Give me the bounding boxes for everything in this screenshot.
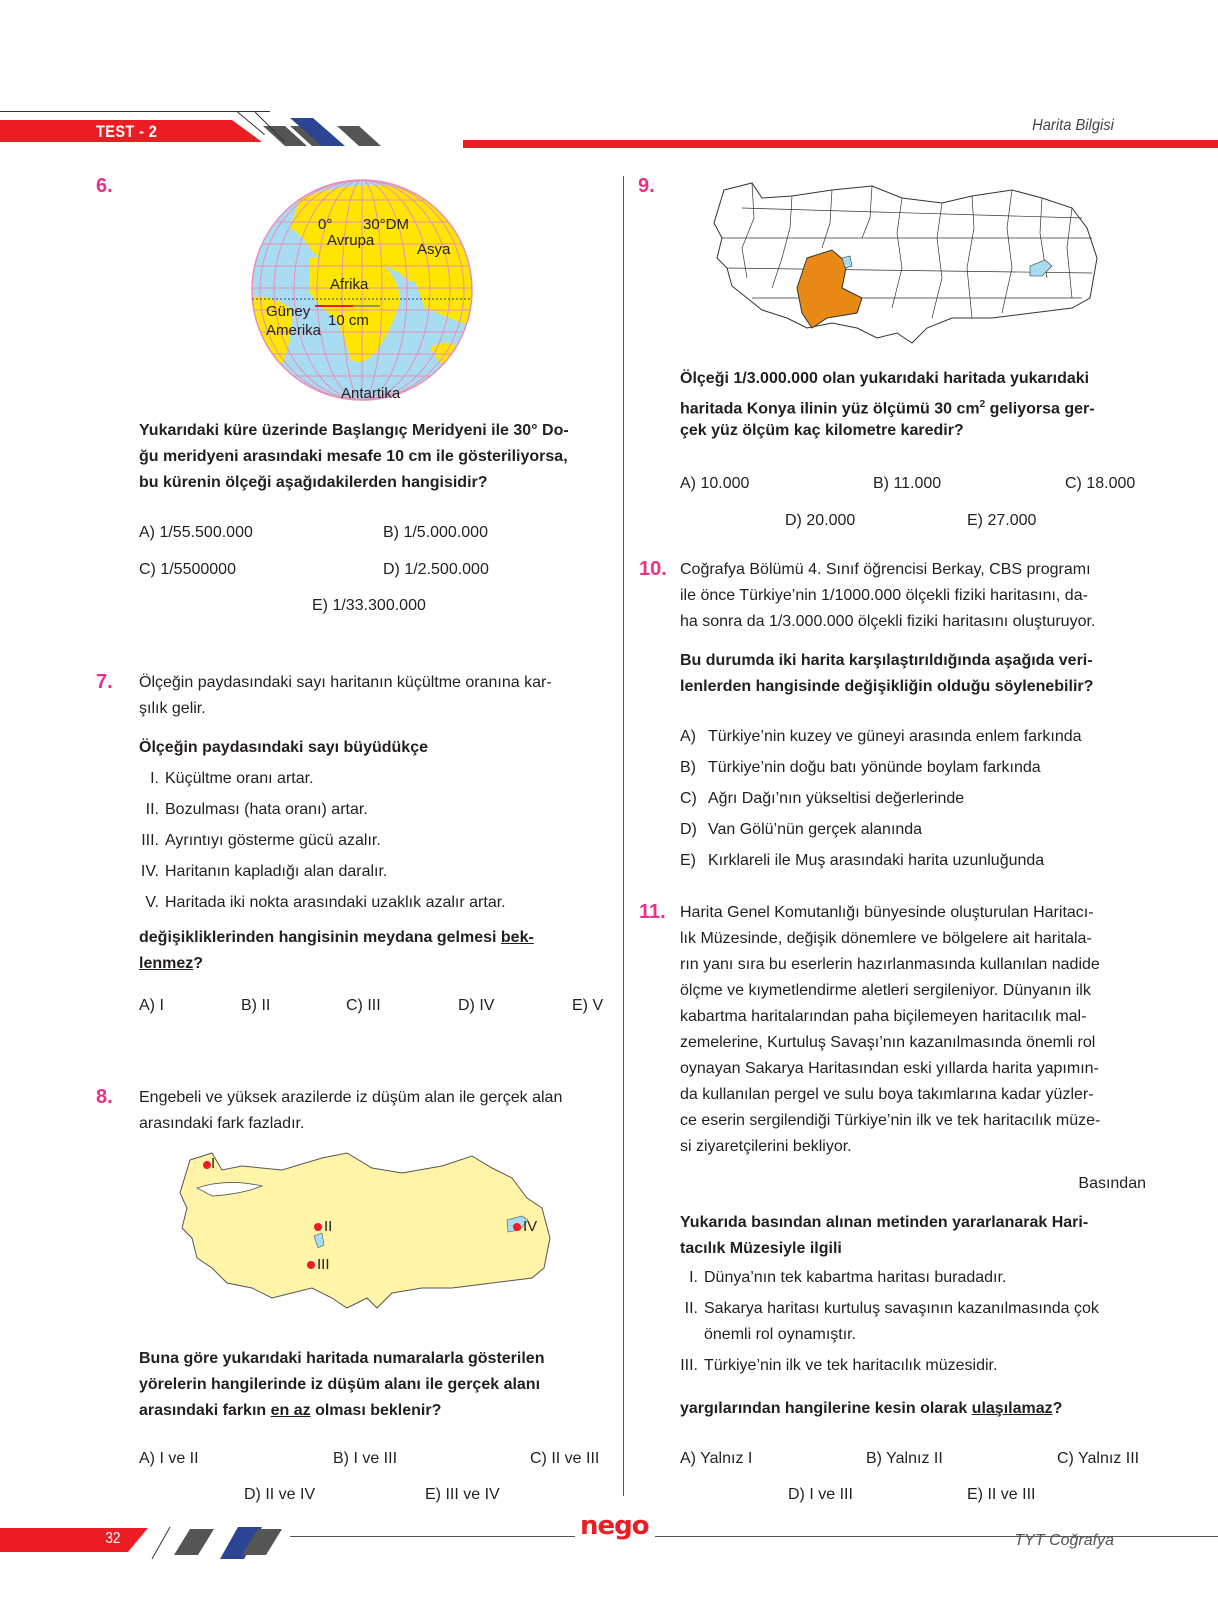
globe-label-south-america: Güney	[266, 303, 311, 320]
q7-intro-2: şılık gelir.	[139, 700, 206, 717]
q11-option-c[interactable]: C) Yalnız III	[1057, 1450, 1140, 1467]
q9-option-c[interactable]: C) 18.000	[1065, 475, 1136, 492]
q6-option-e[interactable]: E) 1/33.300.000	[312, 597, 426, 614]
q7-statement-list	[133, 763, 506, 918]
globe-label-asia: Asya	[417, 241, 451, 258]
q11-statement: I. Dünya’nın tek kabartma haritası buradadır.	[689, 1269, 1007, 1286]
q6-option-c[interactable]: C) 1/5500000	[139, 561, 236, 578]
q9-option-b[interactable]: B) 11.000	[873, 475, 942, 492]
turkey-provinces-map	[712, 178, 1112, 348]
q7-statement: II. Bozulması (hata oranı) artar.	[145, 801, 368, 818]
q8-option-e[interactable]: E) III ve IV	[425, 1486, 500, 1503]
q9-stem-3: çek yüz ölçüm kaç kilometre karedir?	[680, 422, 964, 439]
q6-stem-2: ğu meridyeni arasındaki mesafe 10 cm ile gösteriliyorsa,	[139, 448, 568, 465]
q11-statement-list	[672, 1262, 1099, 1381]
q7-intro-1: Ölçeğin paydasındaki sayı haritanın küçültme oranına kar-	[139, 674, 552, 691]
q7-option-d[interactable]: D) IV	[458, 997, 495, 1014]
q10-options	[680, 721, 1082, 876]
q7-option-a[interactable]: A) I	[139, 997, 164, 1014]
q9-option-e[interactable]: E) 27.000	[967, 512, 1037, 529]
q7-question-1: değişikliklerinden hangisinin meydana gelmesi bek-	[139, 929, 534, 946]
globe-label-africa: Afrika	[330, 276, 369, 293]
q9-stem-1: Ölçeği 1/3.000.000 olan yukarıdaki haritada yukarıdaki	[680, 370, 1090, 387]
q7-statement: V. Haritada iki nokta arasındaki uzaklık azalır artar.	[145, 894, 506, 911]
q6-option-b[interactable]: B) 1/5.000.000	[383, 524, 488, 541]
question-number: 11.	[639, 901, 666, 923]
q10-intro-3: ha sonra da 1/3.000.000 ölçekli fiziki haritasını oluşturuyor.	[680, 613, 1096, 630]
question-number: 10.	[639, 558, 667, 580]
map-point-label-iv: IV	[523, 1218, 538, 1235]
q11-statement: II. Sakarya haritası kurtuluş savaşının kazanılmasında çok	[684, 1300, 1099, 1317]
q7-question-2: lenmez?	[139, 955, 204, 972]
q7-option-c[interactable]: C) III	[346, 997, 381, 1014]
q7-option-e[interactable]: E) V	[572, 997, 604, 1014]
q6-stem-3: bu kürenin ölçeği aşağıdakilerden hangisidir?	[139, 474, 488, 491]
header-stripes-decoration	[255, 112, 465, 148]
q11-option-d[interactable]: D) I ve III	[788, 1486, 853, 1503]
q9-option-d[interactable]: D) 20.000	[785, 512, 856, 529]
map-point-label-ii: II	[324, 1218, 333, 1235]
q10-intro-2: ile önce Türkiye’nin 1/1000.000 ölçekli fiziki haritasını, da-	[680, 587, 1088, 604]
q7-lead: Ölçeğin paydasındaki sayı büyüdükçe	[139, 739, 428, 756]
q7-option-b[interactable]: B) II	[241, 997, 271, 1014]
footer-rule-right	[655, 1536, 1218, 1537]
q10-intro-1: Coğrafya Bölümü 4. Sınıf öğrencisi Berkay, CBS programı	[680, 561, 1091, 578]
globe-label-europe: Avrupa	[327, 232, 375, 249]
globe-label-distance: 10 cm	[328, 312, 369, 329]
q8-intro-2: arasındaki fark fazladır.	[139, 1115, 305, 1132]
q8-question-1: Buna göre yukarıdaki haritada numaralarla gösterilen	[139, 1350, 545, 1367]
q10-option-b[interactable]: B) Türkiye’nin doğu batı yönünde boylam farkında	[680, 759, 1041, 776]
q8-option-a[interactable]: A) I ve II	[139, 1450, 199, 1467]
q11-option-b[interactable]: B) Yalnız II	[866, 1450, 943, 1467]
question-number: 6.	[96, 175, 113, 197]
test-label: TEST - 2	[96, 122, 158, 141]
q11-statement: III. Türkiye’nin ilk ve tek haritacılık müzesidir.	[680, 1357, 998, 1374]
q11-passage: Harita Genel Komutanlığı bünyesinde oluşturulan Haritacı- lık Müzesinde, değişik dönemlere ve bölgelere ait haritala- rın yanı sıra bu eserlerin hazırlanmasında kullanılan nadide ölçme ve kıymetlendirme aletleri sergileniyor. Dünyanın ilk kabartma haritalarından paha biçilemeyen haritacılık mal- zemelerine, Kurtuluş Savaşı’nın kazanılmasında önemli rol oynayan Sakarya Haritasından eski yıllarda harita yapımın- da kullanılan pergel ve sulu boya takımlarına kadar yüzler- ce eserin sergilendiği Türkiye’nin ilk ve tek haritacılık müze- si ziyaretçilerini bekliyor.	[680, 904, 1101, 1155]
section-title: Harita Bilgisi	[1032, 117, 1114, 134]
question-number: 7.	[96, 671, 113, 693]
page-number: 32	[105, 1530, 121, 1547]
q8-option-c[interactable]: C) II ve III	[530, 1450, 600, 1467]
globe-label-south-america-2: Amerika	[266, 322, 322, 339]
q6-stem-1: Yukarıdaki küre üzerinde Başlangıç Meridyeni ile 30° Do-	[139, 422, 569, 439]
q10-option-c[interactable]: C) Ağrı Dağı’nın yükseltisi değerlerinde	[680, 790, 965, 807]
q11-lead-1: Yukarıda basından alınan metinden yararlanarak Hari-	[680, 1214, 1089, 1231]
q11-option-e[interactable]: E) II ve III	[967, 1486, 1036, 1503]
column-divider	[623, 176, 624, 1496]
globe-label-30dm: 30°DM	[363, 216, 410, 233]
footer-rule-left	[290, 1536, 575, 1537]
map-point-label-iii: III	[317, 1256, 330, 1273]
question-number: 8.	[96, 1086, 113, 1108]
q10-option-a[interactable]: A) Türkiye’nin kuzey ve güneyi arasında enlem farkında	[680, 728, 1082, 745]
q9-option-a[interactable]: A) 10.000	[680, 475, 750, 492]
book-title: TYT Coğrafya	[1014, 1532, 1114, 1549]
header-red-rule	[463, 140, 1218, 148]
question-number: 9.	[638, 175, 655, 197]
q7-statement: I. Küçültme oranı artar.	[150, 770, 314, 787]
q11-source: Basından	[1078, 1175, 1146, 1192]
q11-statement-cont: önemli rol oynamıştır.	[704, 1326, 857, 1343]
q7-statement: IV. Haritanın kapladığı alan daralır.	[140, 863, 388, 880]
globe-label-antarctica: Antartika	[341, 385, 401, 402]
globe-label-prime: 0°	[318, 216, 333, 233]
q8-option-b[interactable]: B) I ve III	[333, 1450, 398, 1467]
map-point-label-i: I	[211, 1155, 216, 1172]
publisher-logo: nego	[580, 1511, 649, 1541]
q8-question-3: arasındaki farkın en az olması beklenir?	[139, 1402, 442, 1419]
q6-option-a[interactable]: A) 1/55.500.000	[139, 524, 253, 541]
q8-question-2: yörelerin hangilerinde iz düşüm alanı ile gerçek alanı	[139, 1376, 541, 1393]
q10-question-1: Bu durumda iki harita karşılaştırıldığında aşağıda veri-	[680, 652, 1093, 669]
q10-option-d[interactable]: D) Van Gölü’nün gerçek alanında	[680, 821, 923, 838]
q10-option-e[interactable]: E) Kırklareli ile Muş arasındaki harita uzunluğunda	[680, 852, 1045, 869]
footer-red-banner	[0, 1528, 148, 1552]
q11-lead-2: tacılık Müzesiyle ilgili	[680, 1240, 842, 1257]
turkey-outline-map	[172, 1148, 572, 1328]
q10-question-2: lenlerden hangisinde değişikliğin olduğu söylenebilir?	[680, 678, 1094, 695]
q7-statement: III. Ayrıntıyı gösterme gücü azalır.	[141, 832, 381, 849]
header-rule	[0, 111, 270, 112]
footer-stripes-decoration	[150, 1525, 290, 1561]
q8-intro-1: Engebeli ve yüksek arazilerde iz düşüm alan ile gerçek alan	[139, 1089, 563, 1106]
q6-option-d[interactable]: D) 1/2.500.000	[383, 561, 489, 578]
q8-option-d[interactable]: D) II ve IV	[244, 1486, 316, 1503]
q11-question: yargılarından hangilerine kesin olarak ulaşılamaz?	[680, 1400, 1063, 1417]
q11-option-a[interactable]: A) Yalnız I	[680, 1450, 753, 1467]
q9-stem-2: haritada Konya ilinin yüz ölçümü 30 $cm^2$ geliyorsa ger-	[680, 399, 1095, 418]
